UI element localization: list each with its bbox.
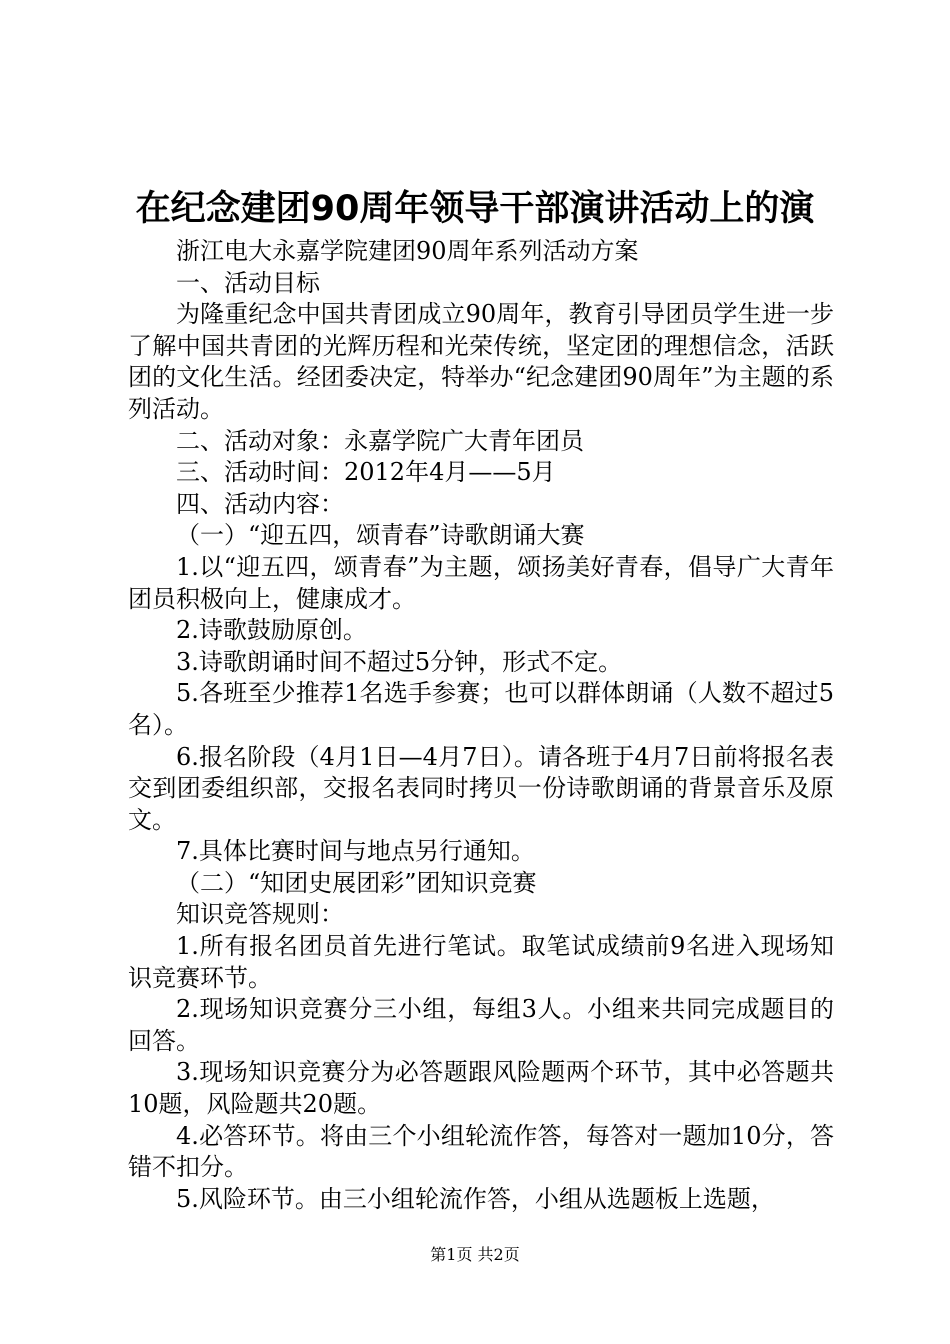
paragraph-quiz-heading: （二）“知团史展团彩”团知识竞赛 <box>176 868 537 897</box>
paragraph-content-heading: 四、活动内容： <box>176 489 344 518</box>
paragraph-poetry-heading: （一）“迎五四，颂青春”诗歌朗诵大赛 <box>176 521 585 550</box>
paragraph-poetry-rule-2: 2.诗歌鼓励原创。 <box>176 616 367 645</box>
paragraph-quiz-rule-3: 3.现场知识竞赛分为必答题跟风险题两个环节，其中必答题共10题，风险题共20题。 <box>128 1058 834 1119</box>
paragraph-target: 二、活动对象：永嘉学院广大青年团员 <box>176 426 584 455</box>
paragraph-poetry-rule-6: 6.报名阶段（4月1日—4月7日）。请各班于4月7日前将报名表交到团委组织部，交报名表同时拷贝一份诗歌朗诵的背景音乐及原文。 <box>128 742 834 834</box>
paragraph-quiz-rule-5: 5.风险环节。由三小组轮流作答，小组从选题板上选题， <box>176 1184 775 1213</box>
paragraph-section-goal: 一、活动目标 <box>176 268 320 297</box>
paragraph-poetry-rule-7: 7.具体比赛时间与地点另行通知。 <box>176 837 535 866</box>
paragraph-goal-text: 为隆重纪念中国共青团成立90周年，教育引导团员学生进一步了解中国共青团的光辉历程和光荣传统，坚定团的理想信念，活跃团的文化生活。经团委决定，特举办“纪念建团90周年”为主题的系列活动。 <box>128 300 834 423</box>
paragraph-quiz-rule-1: 1.所有报名团员首先进行笔试。取笔试成绩前9名进入现场知识竞赛环节。 <box>128 932 834 992</box>
paragraph-poetry-rule-3: 3.诗歌朗诵时间不超过5分钟，形式不定。 <box>176 647 623 676</box>
paragraph-quiz-rule-4: 4.必答环节。将由三个小组轮流作答，每答对一题加10分，答错不扣分。 <box>128 1121 834 1182</box>
paragraph-poetry-rule-1: 1.以“迎五四，颂青春”为主题，颂扬美好青春，倡导广大青年团员积极向上，健康成才。 <box>128 552 834 613</box>
paragraph-quiz-rules-label: 知识竞答规则： <box>176 900 344 929</box>
paragraph-plan-title: 浙江电大永嘉学院建团90周年系列活动方案 <box>176 237 639 265</box>
paragraph-time: 三、活动时间：2012年4月——5月 <box>176 458 556 487</box>
document-title: 在纪念建团90周年领导干部演讲活动上的演 <box>135 189 815 229</box>
paragraph-poetry-rule-5: 5.各班至少推荐1名选手参赛；也可以群体朗诵（人数不超过5名）。 <box>128 679 834 739</box>
page-number-footer: 第1页 共2页 <box>430 1245 520 1264</box>
paragraph-quiz-rule-2: 2.现场知识竞赛分三小组，每组3人。小组来共同完成题目的回答。 <box>128 995 834 1055</box>
document-body <box>128 236 834 1215</box>
